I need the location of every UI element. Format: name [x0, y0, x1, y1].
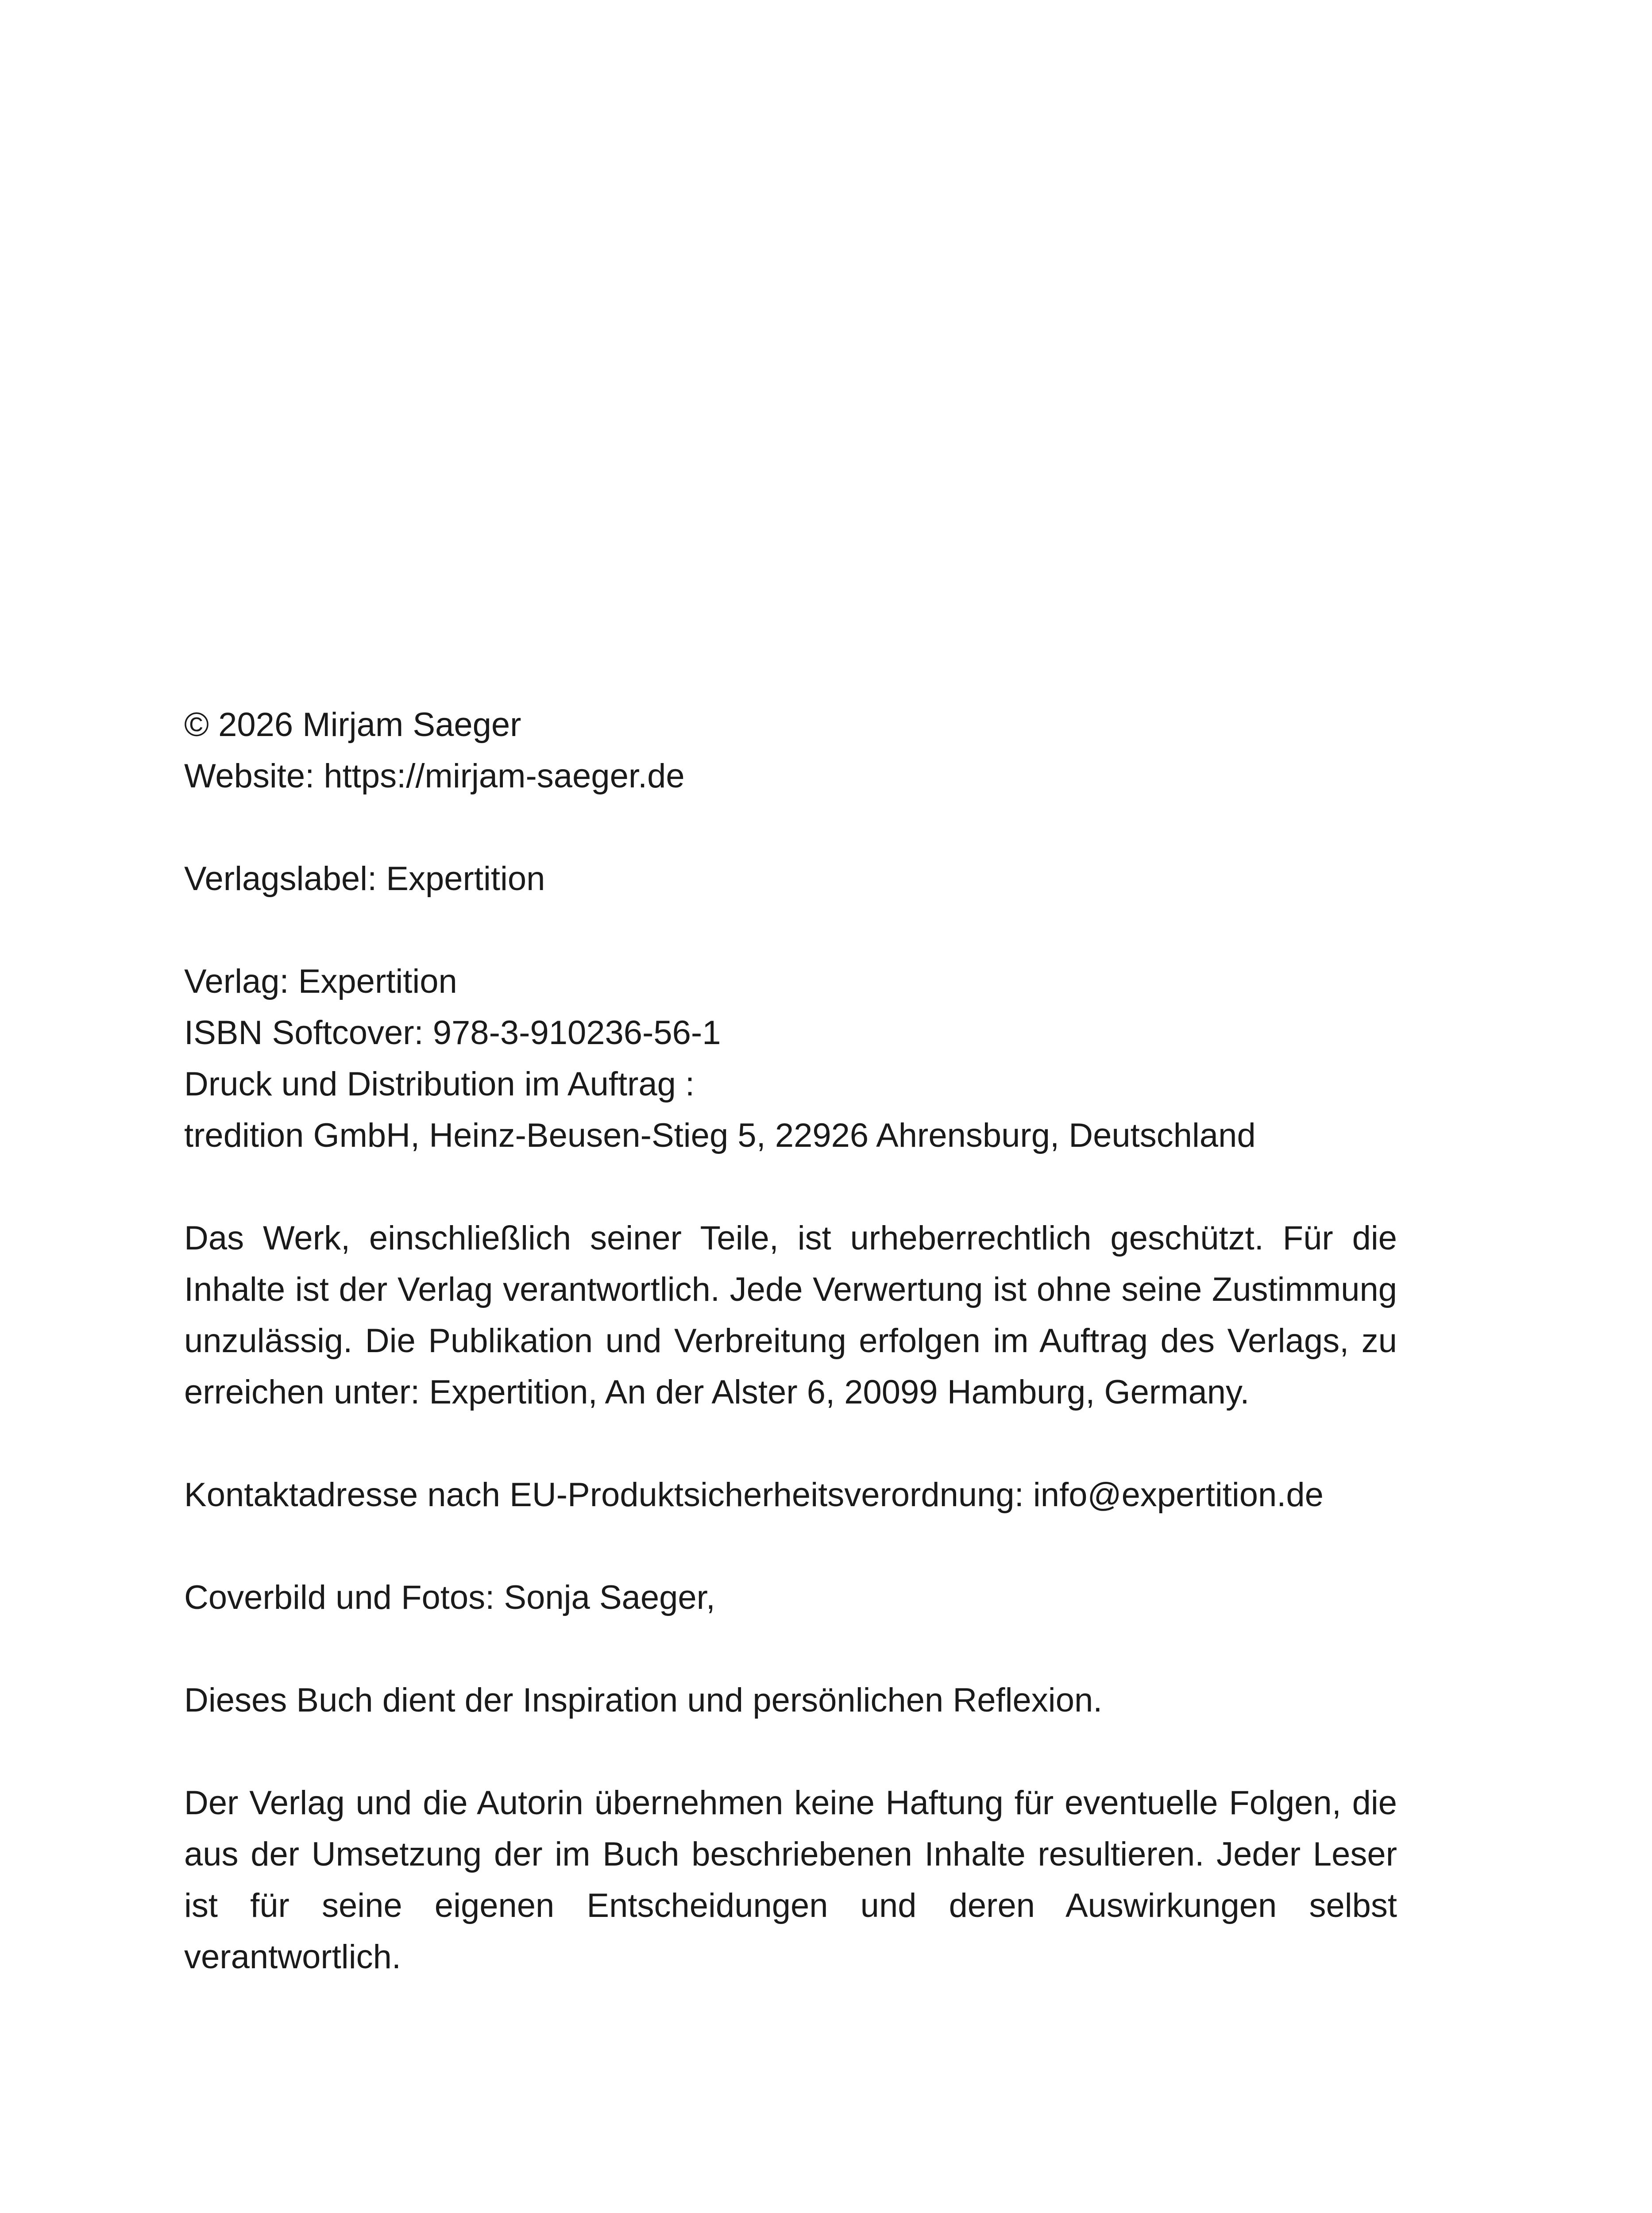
purpose-line: Dieses Buch dient der Inspiration und persönlichen Reflexion. [184, 1681, 1103, 1719]
publisher-label-line: Verlagslabel: Expertition [184, 860, 545, 898]
publisher-line: Verlag: Expertition [184, 963, 457, 1000]
isbn-line: ISBN Softcover: 978-3-910236-56-1 [184, 1014, 721, 1052]
print-distribution-line: Druck und Distribution im Auftrag : [184, 1065, 695, 1103]
copyright-line: © 2026 Mirjam Saeger [184, 706, 521, 744]
spacer [184, 1726, 1397, 1777]
cover-credit-line: Coverbild und Fotos: Sonja Saeger, [184, 1579, 715, 1616]
printer-address-line: tredition GmbH, Heinz-Beusen-Stieg 5, 22926 Ahrensburg, Deutschland [184, 1117, 1256, 1154]
copyright-notice-paragraph: Das Werk, einschließlich seiner Teile, ist urheberrechtlich geschützt. Für die Inhalte ist der Verlag verantwortlich. Jede Verwertung ist ohne seine Zustimmung unzulässig. Die Publikation und Verbreitung erfolgen im Auftrag des Verlags, zu erreichen unter: Expertition, An der Alster 6, 20099 Hamburg, Germany. [184, 1219, 1397, 1411]
spacer [184, 1418, 1397, 1469]
spacer [184, 905, 1397, 956]
contact-line: Kontaktadresse nach EU-Produktsicherheitsverordnung: info@expertition.de [184, 1476, 1324, 1514]
website-line: Website: https://mirjam-saeger.de [184, 757, 685, 795]
disclaimer-paragraph: Der Verlag und die Autorin übernehmen keine Haftung für eventuelle Folgen, die aus der Umsetzung der im Buch beschriebenen Inhalte resultieren. Jeder Leser ist für seine eigenen Entscheidungen und deren Auswirkungen selbst verantwortlich. [184, 1784, 1397, 1976]
spacer [184, 802, 1397, 853]
imprint-content [184, 699, 1397, 1983]
spacer [184, 1623, 1397, 1675]
spacer [184, 1521, 1397, 1572]
spacer [184, 1161, 1397, 1213]
